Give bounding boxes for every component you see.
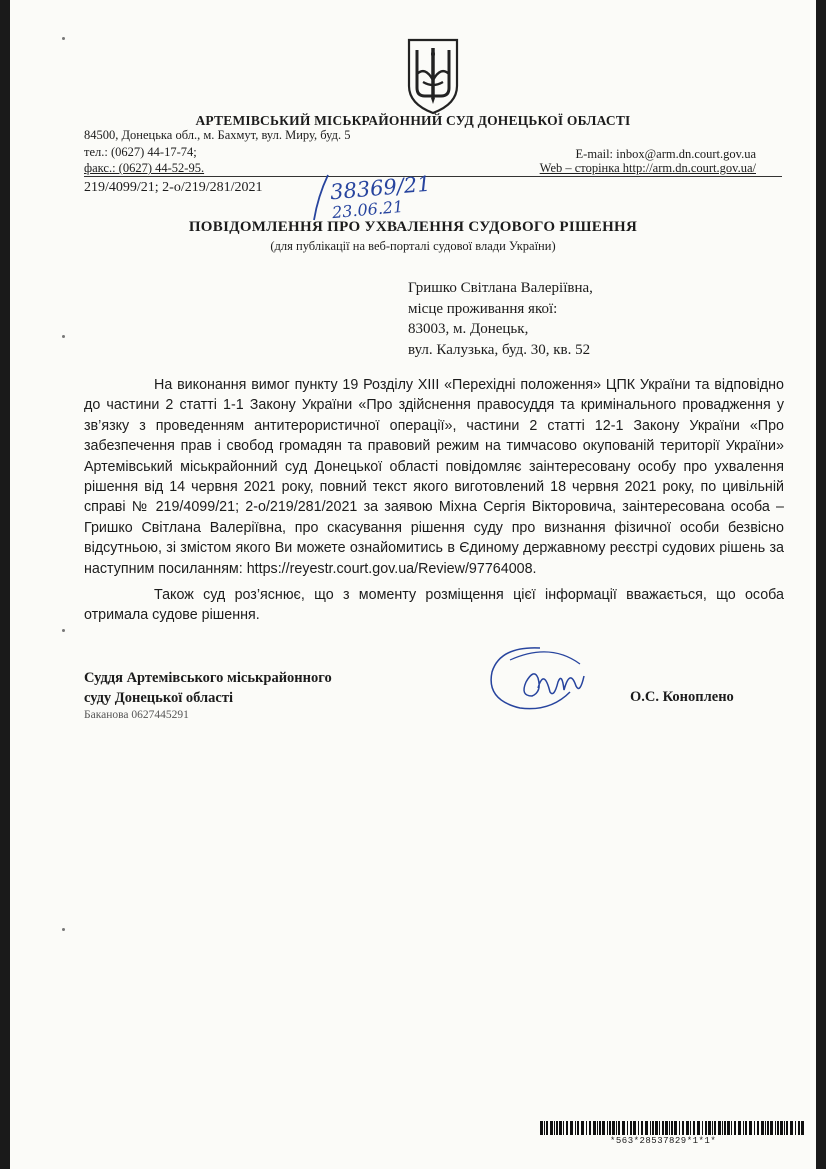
notice-paragraph: На виконання вимог пункту 19 Розділу ХІІІ «Перехідні положення» ЦПК України та відповідно до частини 2 статті 1-1 Закону України «Про здійснення правосуддя та кримінального провадження у зв’язку з проведенням антитерористичної операції», частини 2 статті 12-1 Закону України «Про забезпечення прав і свобод громадян та правовий режим на тимчасово окупованій території України» Артемівський міськрайонний суд Донецької області повідомляє заінтересовану особу про ухвалення рішення від 14 червня 2021 року, повний текст якого виготовлений 18 червня 2021 року, по цивільній справі № 219/4099/21; 2-о/219/281/2021 за заявою Міхна Сергія Вікторовича, заінтересована особа – Гришко Світлана Валеріївна, про скасування рішення суду про визнання фізичної особи безвісно відсутньою, зі змістом якого Ви можете ознайомитись в Єдиному державному реєстрі судових рішень за наступним посиланням: https://reyestr.court.gov.ua/Review/97764008. (84, 377, 784, 577)
margin-dot (62, 37, 65, 40)
executor-contact: Баканова 0627445291 (84, 709, 189, 721)
addressee-name: Гришко Світлана Валеріївна, (408, 280, 593, 296)
court-phone: тел.: (0627) 44-17-74; (84, 145, 197, 159)
addressee-line: вул. Калузька, буд. 30, кв. 52 (408, 341, 591, 358)
handwritten-signature-icon (480, 638, 600, 718)
signatory-role-line: суду Донецької області (84, 690, 234, 706)
court-website: Web – сторінка http://arm.dn.court.gov.ua/ (539, 161, 756, 175)
judge-name: О.С. Коноплено (630, 689, 734, 705)
addressee-block (408, 278, 593, 360)
document-subtitle: (для публікації на веб-порталі судової влади України) (270, 239, 556, 253)
court-fax: факс.: (0627) 44-52-95. (84, 161, 205, 175)
court-email: E-mail: inbox@arm.dn.court.gov.ua (575, 147, 756, 161)
registration-date: 23.06.21 (331, 196, 404, 223)
notice-body (84, 375, 784, 626)
court-name: АРТЕМІВСЬКИЙ МІСЬКРАЙОННИЙ СУД ДОНЕЦЬКОЇ ОБЛАСТІ (195, 113, 631, 128)
court-address: 84500, Донецька обл., м. Бахмут, вул. Миру, буд. 5 (84, 128, 351, 142)
barcode-text: *563*28537829*1*1* (610, 1136, 717, 1146)
header-divider (84, 176, 782, 177)
margin-dot (62, 629, 65, 632)
signatory-role (84, 668, 332, 708)
case-numbers: 219/4099/21; 2-о/219/281/2021 (84, 180, 263, 195)
addressee-line: місце проживання якої: (408, 300, 558, 317)
coat-of-arms-icon (403, 36, 463, 116)
notice-paragraph: Також суд роз’яснює, що з моменту розміщення цієї інформації вважається, що особа отримала судове рішення. (84, 587, 784, 624)
margin-dot (62, 335, 65, 338)
registration-number: 38369/21 (329, 171, 432, 205)
document-page (10, 0, 816, 1169)
addressee-line: 83003, м. Донецьк, (408, 321, 529, 337)
margin-dot (62, 928, 65, 931)
signatory-role-line: Суддя Артемівського міськрайонного (84, 670, 332, 686)
barcode-icon (540, 1121, 808, 1135)
document-title: ПОВІДОМЛЕННЯ ПРО УХВАЛЕННЯ СУДОВОГО РІШЕННЯ (188, 219, 638, 235)
